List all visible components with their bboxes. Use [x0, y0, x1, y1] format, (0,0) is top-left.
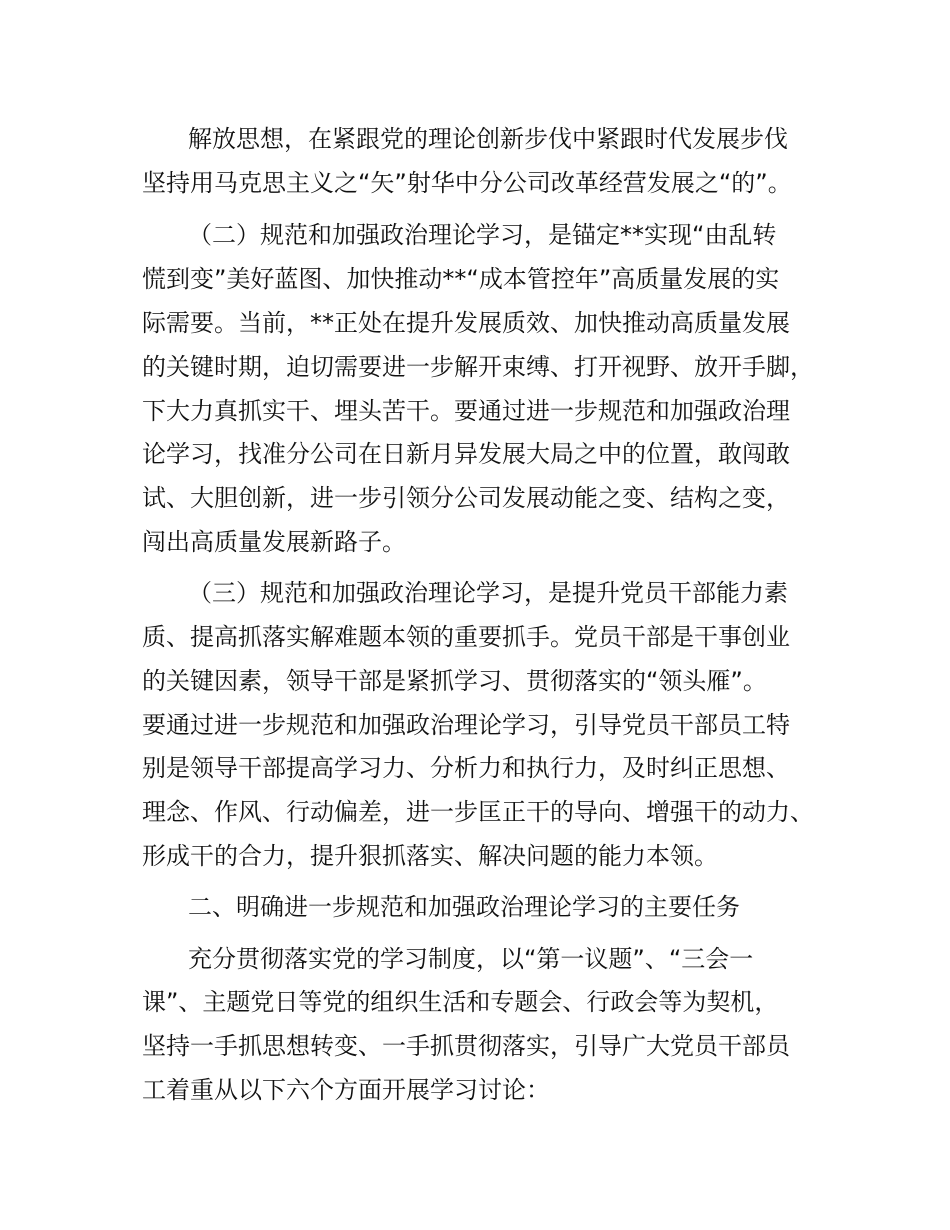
- text-line: 的关键时期，迫切需要进一步解开束缚、打开视野、放开手脚，: [142, 353, 814, 381]
- text-line: 要通过进一步规范和加强政治理论学习，引导党员干部员工特: [142, 711, 790, 739]
- text-line: 坚持用马克思主义之“矢”射华中分公司改革经营发展之“的”。: [142, 169, 792, 197]
- text-line: 闯出高质量发展新路子。: [142, 528, 406, 556]
- text-line: 坚持一手抓思想转变、一手抓贯彻落实，引导广大党员干部员: [142, 1032, 790, 1060]
- text-line: 下大力真抓实干、埋头苦干。要通过进一步规范和加强政治理: [142, 397, 790, 425]
- text-line: 充分贯彻落实党的学习制度，以“第一议题”、“三会一: [188, 945, 754, 973]
- text-line: 工着重从以下六个方面开展学习讨论：: [142, 1076, 550, 1104]
- text-line: 慌到变”美好蓝图、加快推动**“成本管控年”高质量发展的实: [142, 265, 780, 293]
- text-line: 形成干的合力，提升狠抓落实、解决问题的能力本领。: [142, 842, 718, 870]
- text-line: 别是领导干部提高学习力、分析力和执行力，及时纠正思想、: [142, 754, 790, 782]
- text-line: 理念、作风、行动偏差，进一步匡正干的导向、增强干的动力、: [142, 798, 814, 826]
- text-line: （二）规范和加强政治理论学习，是锚定**实现“由乱转: [188, 221, 777, 249]
- section-heading: 二、明确进一步规范和加强政治理论学习的主要任务: [188, 893, 740, 921]
- text-line: （三）规范和加强政治理论学习，是提升党员干部能力素: [188, 579, 788, 607]
- text-line: 的关键因素，领导干部是紧抓学习、贯彻落实的“领头雁”。: [142, 667, 767, 695]
- text-line: 际需要。当前，**正处在提升发展质效、加快推动高质量发展: [142, 309, 790, 337]
- text-line: 课”、主题党日等党的组织生活和专题会、行政会等为契机，: [142, 988, 779, 1016]
- text-line: 解放思想，在紧跟党的理论创新步伐中紧跟时代发展步伐: [188, 125, 788, 153]
- text-line: 质、提高抓落实解难题本领的重要抓手。党员干部是干事创业: [142, 623, 790, 651]
- text-line: 论学习，找准分公司在日新月异发展大局之中的位置，敢闯敢: [142, 440, 790, 468]
- text-line: 试、大胆创新，进一步引领分公司发展动能之变、结构之变，: [142, 484, 790, 512]
